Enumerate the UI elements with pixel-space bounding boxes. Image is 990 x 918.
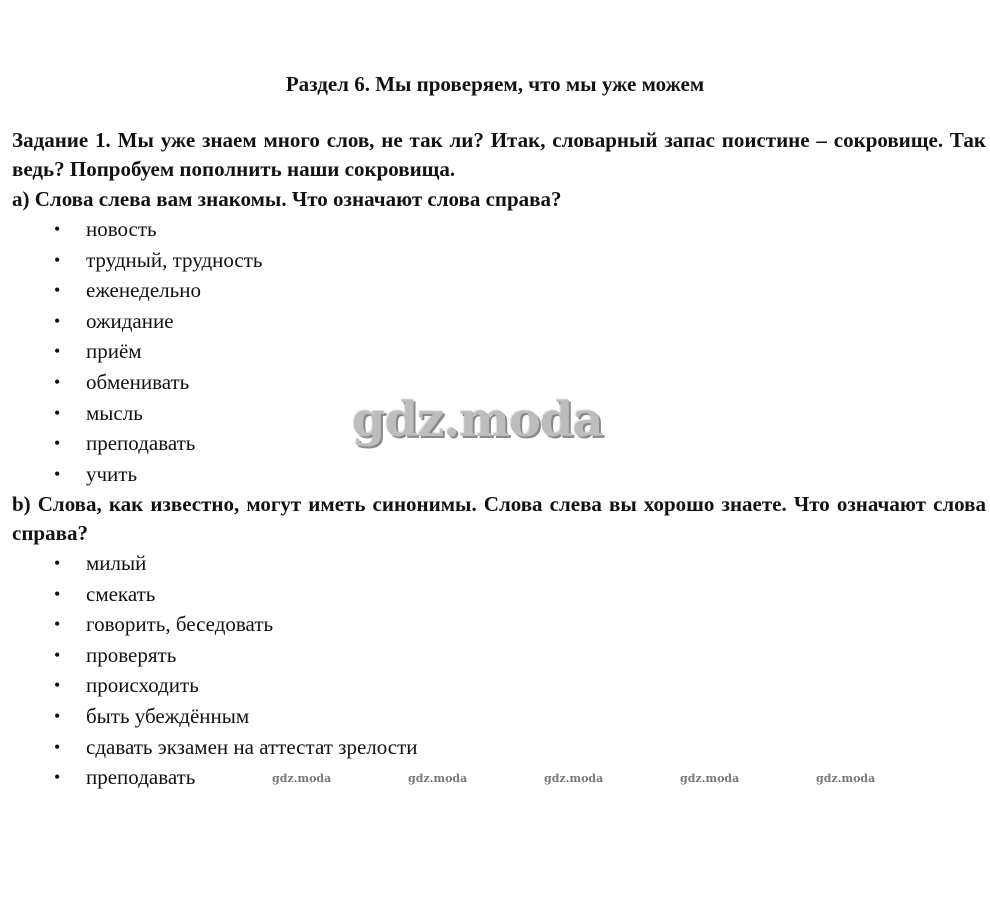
bullet-icon: • xyxy=(54,310,61,331)
list-item xyxy=(0,548,700,579)
watermark-small: gdz.moda xyxy=(816,772,876,785)
word-text: милый xyxy=(86,551,147,575)
word-text: преподавать xyxy=(86,765,196,790)
word-text: преподавать xyxy=(86,431,196,456)
watermark-logo: gdz.moda xyxy=(352,392,603,448)
list-item xyxy=(0,640,700,671)
bullet-icon: • xyxy=(54,463,61,484)
word-text: мысль xyxy=(86,400,143,425)
list-item xyxy=(0,245,700,276)
list-item xyxy=(0,275,700,306)
word-text: учить xyxy=(86,461,138,486)
word-text: еженедельно xyxy=(86,278,201,303)
bullet-icon: • xyxy=(54,341,61,362)
bullet-icon: • xyxy=(54,675,61,696)
word-text: сдавать экзамен на аттестат зрелости xyxy=(86,734,418,759)
part-a-heading: а) Слова слева вам знакомы. Что означают слова справа? xyxy=(12,187,562,211)
word-text: проверять xyxy=(86,642,177,667)
bullet-icon: • xyxy=(54,644,61,665)
watermark-strip xyxy=(0,772,990,788)
list-item xyxy=(0,214,700,245)
watermark-small: gdz.moda xyxy=(272,772,332,785)
word-text: происходить xyxy=(86,673,199,698)
word-text: смекать xyxy=(86,581,156,606)
bullet-icon: • xyxy=(54,249,61,270)
watermark-small: gdz.moda xyxy=(680,772,740,785)
bullet-icon: • xyxy=(54,219,61,239)
list-item xyxy=(0,579,700,610)
watermark-small: gdz.moda xyxy=(408,772,468,785)
bullet-icon: • xyxy=(54,767,61,788)
list-item xyxy=(0,701,700,732)
bullet-icon: • xyxy=(54,583,61,604)
watermark-small: gdz.moda xyxy=(544,772,604,785)
bullet-icon: • xyxy=(54,402,61,423)
bullet-icon: • xyxy=(54,705,61,726)
word-text: быть убеждённым xyxy=(86,703,250,728)
word-text: новость xyxy=(86,217,157,241)
list-item xyxy=(0,609,700,640)
bullet-icon: • xyxy=(54,553,61,573)
part-a-word-list xyxy=(0,214,700,489)
list-item xyxy=(0,732,700,763)
list-item xyxy=(0,336,700,367)
bullet-icon: • xyxy=(54,736,61,757)
list-item xyxy=(0,459,700,490)
section-title: Раздел 6. Мы проверяем, что мы уже можем xyxy=(285,72,705,96)
word-text: обменивать xyxy=(86,369,190,394)
bullet-icon: • xyxy=(54,614,61,635)
task-text: Задание 1. Мы уже знаем много слов, не так ли? Итак, словарный запас поистине – сокровище. Так ведь? Попробуем пополнить наши сокровища. xyxy=(12,128,986,181)
list-item xyxy=(0,670,700,701)
part-b-heading: b) Слова, как известно, могут иметь синонимы. Слова слева вы хорошо знаете. Что означают слова справа? xyxy=(12,492,986,545)
list-item xyxy=(0,306,700,337)
word-text: трудный, трудность xyxy=(86,247,263,272)
word-text: ожидание xyxy=(86,308,174,333)
part-b-word-list xyxy=(0,548,700,793)
word-text: говорить, беседовать xyxy=(86,612,274,637)
bullet-icon: • xyxy=(54,280,61,301)
bullet-icon: • xyxy=(54,433,61,454)
bullet-icon: • xyxy=(54,371,61,392)
word-text: приём xyxy=(86,339,142,364)
